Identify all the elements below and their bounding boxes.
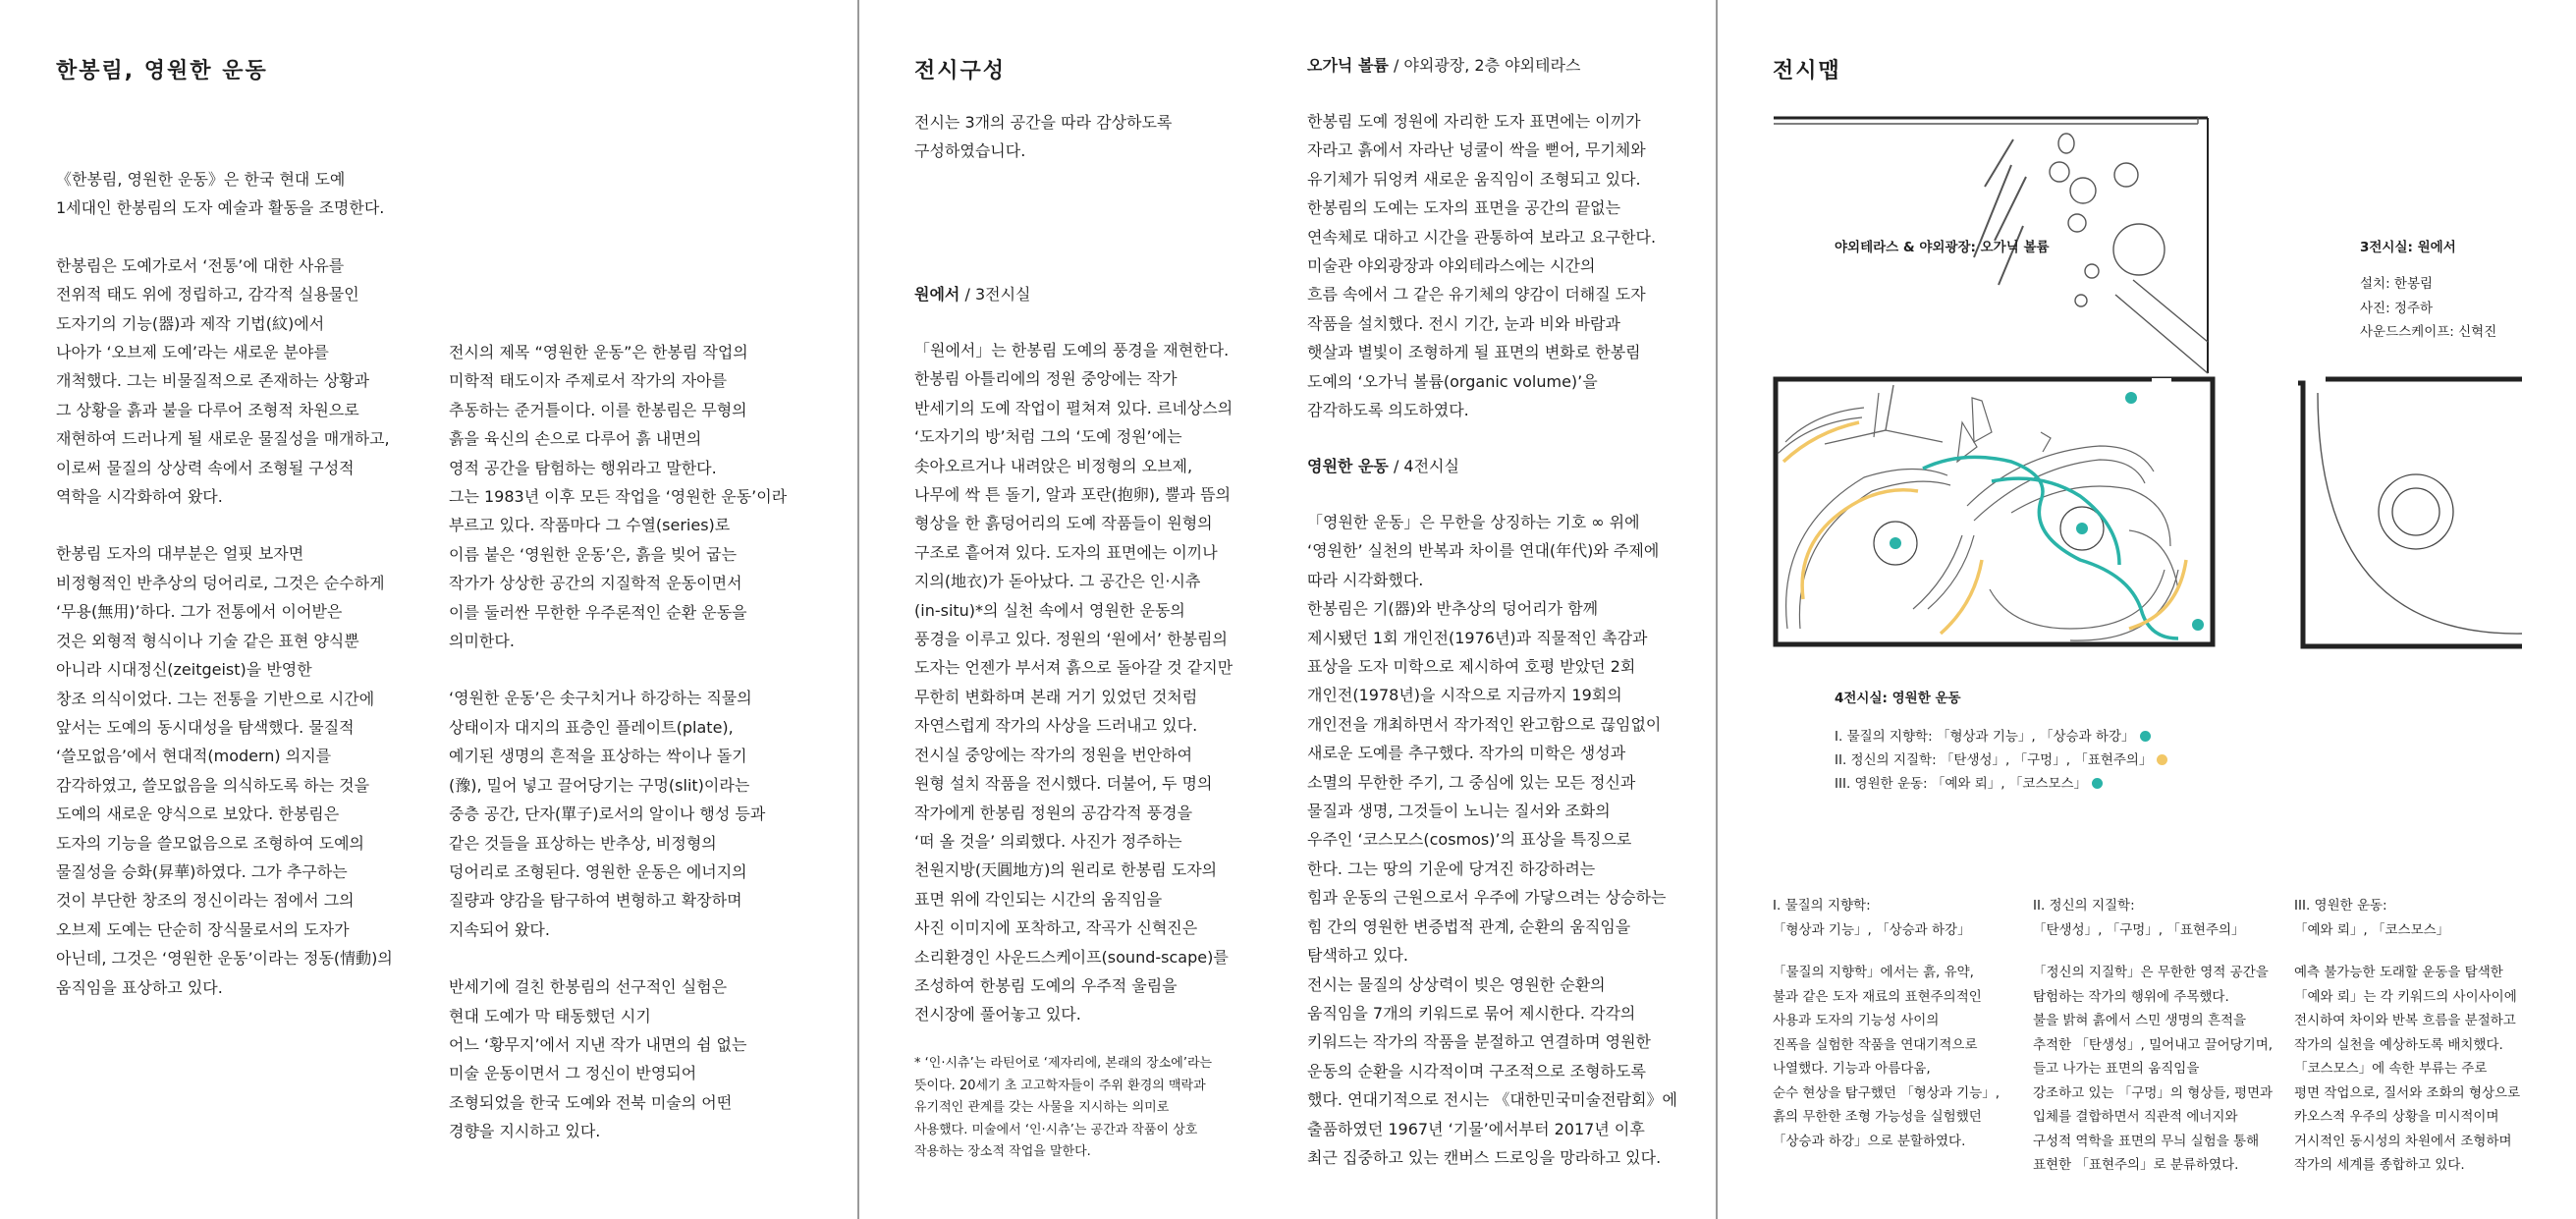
intro-paragraph: 한봉림은 도예가로서 ‘전통’에 대한 사유를 전위적 태도 위에 정립하고, 감각적 실용물인 도자기의 기능(器)과 제작 기법(紋)에서 나아가 ‘오브제 도예’라는 새로운 분야를 개척했다. 그는 비물질적으로 존재하는 상황과 그 상황을 흙과 불을 다루어 조형적 차원으로 재현하여 드러나게 될 새로운 물질성을 매개하고, 이로써 물질의 상상력 속에서 조형될 구성적 역학을 시각화하여 왔다. xyxy=(56,255,390,507)
section-head-1: I. 물질의 지향학: 「형상과 기능」, 「상승과 하강」 xyxy=(1773,898,1971,938)
map-label-room3: 3전시실: 원에서 xyxy=(2360,240,2456,255)
section-title: 전시구성 xyxy=(914,59,1007,83)
section-body-1: 「물질의 지향학」에서는 흙, 유약, 불과 같은 도자 재료의 표현주의적인 사용과 도자의 기능성 사이의 진폭을 실험한 작품을 연대기적으로 나열했다. 기능과 아름다움, 순수 현상을 탐구했던 「형상과 기능」, 흙의 무한한 조형 가능성을 실험했던 「상승과 하강」으로 분할하였다. xyxy=(1773,965,2001,1149)
intro-paragraph: 한봉림 도자의 대부분은 얼핏 보자면 비정형적인 반추상의 덩어리로, 그것은 순수하게 ‘무용(無用)’하다. 그가 전통에서 이어받은 것은 외형적 형식이나 기술 같은 표현 양식뿐 아니라 시대정신(zeitgeist)을 반영한 창조 의식이었다. 그는 전통을 기반으로 시간에 앞서는 도예의 동시대성을 탐색했다. 물질적 ‘쓸모없음’에서 현대적(modern) 의지를 감각하였고, 쓸모없음을 의식하도록 하는 것을 도예의 새로운 양식으로 보았다. 한봉림은 도자의 기능을 쓸모없음으로 조형하여 도예의 물질성을 승화(昇華)하였다. 그가 추구하는 것이 부단한 창조의 정신이라는 점에서 그의 오브제 도예는 단순히 장식물로서의 도자가 아닌데, 그것은 ‘영원한 운동’이라는 정동(情動)의 움직임을 표상하고 있다. xyxy=(56,544,393,997)
yellow-route-3 xyxy=(1941,560,1982,634)
teal-marker xyxy=(2192,619,2204,631)
space-body-wonese xyxy=(914,336,1288,1029)
structure-intro xyxy=(914,108,1248,166)
room3-credits: 설치: 한봉림 사진: 정주하 사운드스케이프: 신혁진 xyxy=(2360,276,2497,340)
teal-dot-icon xyxy=(2140,731,2151,742)
space-name: 오가닉 볼륨 xyxy=(1307,56,1389,75)
space-description: 「원에서」는 한봉림 도예의 풍경을 재현한다. 한봉림 아틀리에의 정원 중앙에는 작가 반세기의 도예 작업이 펼쳐져 있다. 르네상스의 ‘도자기의 방’처럼 그의 ‘도예 정원’에는 솟아오르거나 내려앉은 비정형의 오브제, 나무에 싹 튼 돌기, 알과 포란(抱卵), 뿔과 뜸의 형상을 한 흙덩어리의 도예 작품들이 원형의 구조로 흩어져 있다. 도자의 표면에는 이끼나 지의(地衣)가 돋아났다. 그 공간은 인·시츄 (in-situ)*의 실천 속에서 영원한 운동의 풍경을 이루고 있다. 정원의 ‘원에서’ 한봉림의 도자는 언젠가 부서져 흙으로 돌아갈 것 같지만 무한히 변화하며 본래 거기 있었던 것처럼 자연스럽게 작가의 사상을 드러내고 있다. 전시실 중앙에는 작가의 정원을 번안하여 원형 설치 작품을 전시했다. 더불어, 두 명의 작가에게 한봉림 정원의 공감각적 풍경을 ‘떠 올 것을’ 의뢰했다. 사진가 정주하는 천원지방(天圓地方)의 원리로 한봉림 도자의 표면 위에 각인되는 시간의 움직임을 사진 이미지에 포착하고, 작곡가 신혁진은 소리환경인 사운드스케이프(sound-scape)를 조성하여 한봉림 도예의 우주적 울림을 전시장에 풀어놓고 있다. xyxy=(914,341,1233,1025)
panel-intro xyxy=(0,0,857,1219)
map-label-terrace: 야외테라스 & 야외광장: 오가닉 볼륨 xyxy=(1835,240,2050,255)
teal-marker xyxy=(1890,537,1901,549)
space-description: 한봉림 도예 정원에 자리한 도자 표면에는 이끼가 자라고 흙에서 자라난 넝쿨이 싹을 뻗어, 무기체와 유기체가 뒤엉켜 새로운 움직임이 조형되고 있다. 한봉림의 도예는 도자의 표면을 공간의 끝없는 연속체로 대하고 시간을 관통하여 보라고 요구한다. 미술관 야외광장과 야외테라스에는 시간의 흐름 속에서 그 같은 유기체의 양감이 더해질 도자 작품을 설치했다. 전시 기간, 눈과 비와 바람과 햇살과 별빛이 조형하게 될 표면의 변화로 한봉림 도예의 ‘오가닉 볼륨(organic volume)’을 감각하도록 의도하였다. xyxy=(1307,112,1657,420)
room3-plan xyxy=(2298,379,2522,646)
intro-column-1 xyxy=(56,165,419,1002)
teal-marker xyxy=(2076,523,2088,534)
legend-text: I. 물질의 지향학: 「형상과 기능」, 「상승과 하강」 xyxy=(1835,729,2135,745)
intro-column-2 xyxy=(449,338,842,1146)
space-name: 영원한 운동 xyxy=(1307,457,1389,475)
yellow-dot-icon xyxy=(2157,754,2167,765)
legend-item xyxy=(1835,725,2151,745)
space-heading-eternal xyxy=(1307,452,1459,480)
space-heading-wonese xyxy=(914,280,1031,308)
legend-text: II. 정신의 지질학: 「탄생성」, 「구멍」, 「표현주의」 xyxy=(1835,752,2153,768)
legend-item xyxy=(1835,772,2103,792)
footnote: * ‘인·시츄’는 라틴어로 ‘제자리에, 본래의 장소에’라는 뜻이다. 20세기 초 고고학자들이 주위 환경의 맥락과 유기적인 관계를 갖는 사물을 지시하는 의미로 사용했다. 미술에서 ‘인·시츄’는 공간과 작품이 상호 작용하는 장소적 작업을 말한다. xyxy=(914,1056,1213,1159)
space-heading-organic xyxy=(1307,51,1580,80)
space-description: 「영원한 운동」은 무한을 상징하는 기호 ∞ 위에 ‘영원한’ 실천의 반복과 차이를 연대(年代)와 주제에 따라 시각화했다. 한봉림은 기(器)와 반추상의 덩어리가 함께 제시됐던 1회 개인전(1976년)과 직물적인 촉감과 표상을 도자 미학으로 제시하여 호평 받았던 2회 개인전(1978년)을 시작으로 지금까지 19회의 개인전을 개최하면서 작가적인 완고함으로 끊임없이 새로운 도예를 추구했다. 작가의 미학은 생성과 소멸의 무한한 주기, 그 중심에 있는 모든 정신과 물질과 생명, 그것들이 노니는 질서와 조화의 우주인 ‘코스모스(cosmos)’의 표상을 특징으로 한다. 그는 땅의 기운에 당겨진 하강하려는 힘과 운동의 근원으로서 우주에 가닿으려는 상승하는 힘 간의 영원한 변증법적 관계, 순환의 움직임을 탐색하고 있다. 전시는 물질의 상상력이 빚은 영원한 순환의 움직임을 7개의 키워드로 묶어 제시한다. 각각의 키워드는 작가의 작품을 분절하고 연결하며 영원한 운동의 순환을 시각적이며 구조적으로 조형하도록 했다. 연대기적으로 전시는 《대한민국미술전람회》에 출품하였던 1967년 ‘기물’에서부터 2017년 이후 최근 집중하고 있는 캔버스 드로잉을 망라하고 있다. xyxy=(1307,513,1677,1167)
section-body-3: 예측 불가능한 도래할 운동을 탐색한 「예와 뢰」는 각 키워드의 사이사이에 전시하여 차이와 반복 흐름을 분절하고 작가의 실천을 예상하도록 배치했다. 「코스모스」에 속한 부류는 주로 평면 작업으로, 질서와 조화의 형상으로 카오스적 우주의 상황을 미시적이며 거시적인 동시성의 차원에서 조형하며 작가의 세계를 종합하고 있다. xyxy=(2294,965,2521,1173)
teal-dot-icon xyxy=(2092,778,2103,789)
space-location: / 4전시실 xyxy=(1388,457,1459,475)
map-label-room4: 4전시실: 영원한 운동 xyxy=(1835,691,1961,706)
section-head-3: III. 영원한 운동: 「예와 뢰」, 「코스모스」 xyxy=(2294,898,2450,938)
space-body-eternal xyxy=(1307,508,1700,1172)
intro-paragraph: 반세기에 걸친 한봉림의 선구적인 실험은 현대 도예가 막 태동했던 시기 어느 ‘황무지’에서 지낸 작가 내면의 쉼 없는 미술 운동이면서 그 정신이 반영되어 조형되었을 한국 도예와 전북 미술의 어떤 경향을 지시하고 있다. xyxy=(449,977,747,1141)
panel-exhibition-map xyxy=(1717,0,2576,1219)
space-name: 원에서 xyxy=(914,285,960,304)
section-body-2: 「정신의 지질학」은 무한한 영적 공간을 탐험하는 작가의 행위에 주목했다. 불을 밝혀 흙에서 스민 생명의 흔적을 추적한 「탄생성」, 밀어내고 끌어당기며, 들고 나가는 표면의 움직임을 강조하고 있는 「구멍」의 형상들, 평면과 입체를 결합하면서 직관적 에너지와 구성적 역학을 표면의 무늬 실험을 통해 표현한 「표현주의」로 분류하였다. xyxy=(2033,965,2274,1173)
teal-marker xyxy=(2125,392,2137,404)
panel-exhibition-structure xyxy=(858,0,1716,1219)
legend-item xyxy=(1835,748,2167,768)
legend-text: III. 영원한 운동: 「예와 뢰」, 「코스모스」 xyxy=(1835,776,2088,792)
yellow-route xyxy=(1783,422,1859,462)
intro-paragraph: ‘영원한 운동’은 솟구치거나 하강하는 직물의 상태이자 대지의 표층인 플레이트(plate), 예기된 생명의 흔적을 표상하는 싹이나 돌기 (豫), 밀어 넣고 끌어당기는 구멍(slit)이라는 중층 공간, 단자(單子)로서의 알이나 행성 등과 같은 것들을 표상하는 반추상, 비정형의 덩어리로 조형된다. 영원한 운동은 에너지의 질량과 양감을 탐구하여 변형하고 확장하며 지속되어 왔다. xyxy=(449,689,766,939)
map-title: 전시맵 xyxy=(1773,59,1841,83)
space-location: / 3전시실 xyxy=(959,285,1031,304)
space-body-organic xyxy=(1307,107,1700,424)
section-head-2: II. 정신의 지질학: 「탄생성」, 「구멍」, 「표현주의」 xyxy=(2033,898,2245,938)
structure-intro-text: 전시는 3개의 공간을 따라 감상하도록 구성하였습니다. xyxy=(914,113,1173,161)
page-title: 한봉림, 영원한 운동 xyxy=(56,59,268,83)
intro-paragraph: 전시의 제목 “영원한 운동”은 한봉림 작업의 미학적 태도이자 주제로서 작가의 자아를 추동하는 준거틀이다. 이를 한봉림은 무형의 흙을 육신의 손으로 다루어 흙 내면의 영적 공간을 탐험하는 행위라고 말한다. 그는 1983년 이후 모든 작업을 ‘영원한 운동’이라 부르고 있다. 작품마다 그 수열(series)로 이름 붙은 ‘영원한 운동’은, 흙을 빚어 굽는 작가가 상상한 공간의 지질학적 운동이면서 이를 둘러싼 무한한 우주론적인 순환 운동을 의미한다. xyxy=(449,343,788,651)
intro-paragraph: 《한봉림, 영원한 운동》은 한국 현대 도예 1세대인 한봉림의 도자 예술과 활동을 조명한다. xyxy=(56,170,385,218)
space-location: / 야외광장, 2층 야외테라스 xyxy=(1388,56,1581,75)
